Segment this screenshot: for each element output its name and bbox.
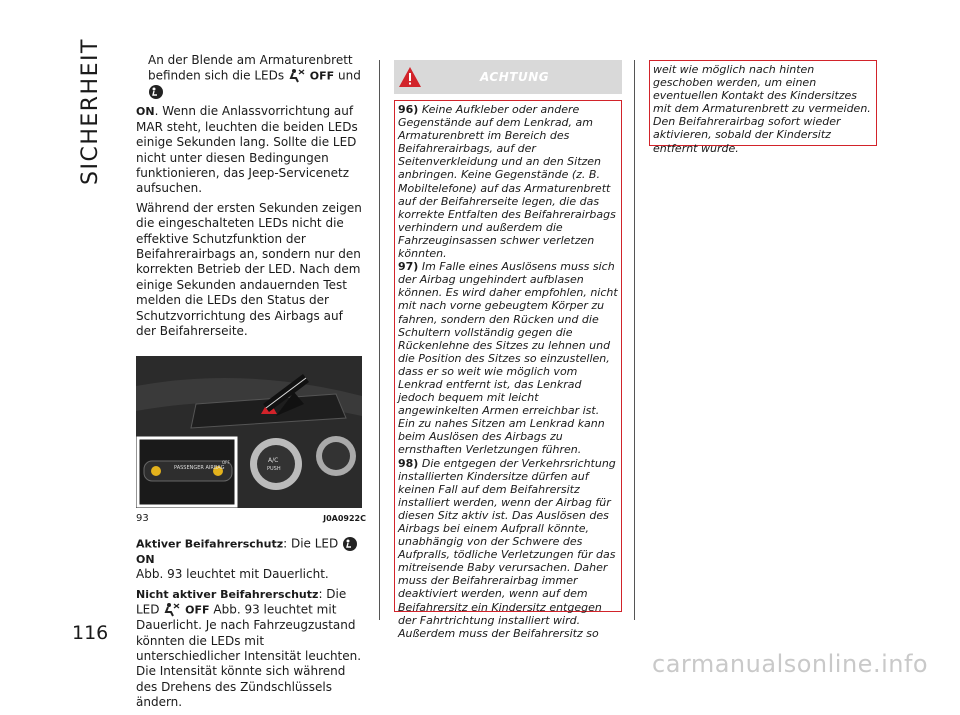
watermark: carmanualsonline.info xyxy=(652,650,929,678)
paragraph-active-protection: Aktiver Beifahrerschutz: Die LED ON Abb. 93 leuchtet mit Dauerlicht. xyxy=(136,536,366,583)
warning-header xyxy=(394,60,622,94)
column-divider xyxy=(379,60,380,620)
warning-item-96: 96) Keine Aufkleber oder andere Gegenstände auf dem Lenkrad, am Armaturenbrett im Bereich des Beifahrerairbags, auf der Seitenverkleidung und an den Sitzen anbringen. Keine Gegenstände (z. B. Mobiltelefone) auf das Armaturenbrett auf der Beifahrerseite legen, die das korrekte Entfalten des Beifahrerairbags verhindern und außerdem die Fahrzeuginsassen schwer verletzen könnten. xyxy=(398,103,616,261)
warning-box xyxy=(394,60,622,640)
figure-code: J0A0922C xyxy=(323,513,366,523)
figure-number: 93 xyxy=(136,512,149,524)
warning-continuation: weit wie möglich nach hinten geschoben werden, um einen eventuellen Kontakt des Kindersitzes mit dem Armaturenbrett zu vermeiden. Den Beifahrerairbag sofort wieder aktivieren, sobald der Kindersitz entfernt wurde. xyxy=(649,60,877,146)
page-number: 116 xyxy=(72,622,109,644)
airbag-on-icon xyxy=(342,536,358,552)
airbag-on-icon xyxy=(148,84,164,100)
airbag-off-icon xyxy=(288,68,306,84)
section-title: SICHERHEIT xyxy=(78,38,103,185)
paragraph-inactive-protection: Nicht aktiver Beifahrerschutz: Die LED OFF Abb. 93 leuchtet mit Dauerlicht. Je nach Fahrzeugzustand könnten die LEDs mit unterschiedlicher Intensität leuchten. Die Intensität könnte sich während des Drehens des Zündschlüssels ändern. xyxy=(136,586,362,710)
column-divider xyxy=(634,60,635,620)
paragraph-led-status: Während der ersten Sekunden zeigen die eingeschalteten LEDs nicht die effektive Schutzfunktion der Beifahrerairbags an, sondern nur den korrekten Betrieb der LED. Nach dem einige Sekunden andauernden Test melden die LEDs den Status der Schutzvorrichtung des Airbags auf der Beifahrerseite. xyxy=(136,200,362,339)
photo-push-label: PUSH xyxy=(267,465,281,472)
figure-93-photo xyxy=(136,356,362,508)
warning-item-98: 98) Die entgegen der Verkehrsrichtung installierten Kindersitze dürfen auf keinen Fall auf dem Beifahrersitz installiert werden, wenn der Airbag für diesen Sitz aktiv ist. Das Auslösen des Airbags bei einem Aufprall könnte, unabhängig von der Schwere des Aufpralls, tödliche Verletzungen für das mitreisende Baby verursachen. Daher muss der Beifahrerairbag immer deaktiviert werden, wenn auf dem Beifahrersitz ein Kindersitz entgegen der Fahrtrichtung installiert wird. Außerdem muss der Beifahrersitz so xyxy=(398,456,616,640)
photo-passenger-label: PASSENGER AIRBAG xyxy=(174,464,225,471)
paragraph-led-check: ON. Wenn die Anlassvorrichtung auf MAR steht, leuchten die beiden LEDs einige Sekunden lang. Sollte die LED nicht unter diesen Bedingungen funktionieren, das Jeep-Servicenetz aufsuchen. xyxy=(136,104,358,196)
warning-title: ACHTUNG xyxy=(480,70,550,84)
photo-ac-label: A/C xyxy=(268,456,279,464)
dashboard-photo xyxy=(136,356,362,508)
main-text-column xyxy=(136,53,366,715)
warning-triangle-icon xyxy=(398,66,422,88)
figure-caption xyxy=(136,511,366,526)
airbag-off-icon xyxy=(163,602,181,618)
warning-item-97: 97) Im Falle eines Auslösens muss sich der Airbag ungehindert aufblasen können. Es wird daher empfohlen, nicht mit nach vorne gebeugtem Körper zu fahren, sondern den Rücken und die Schultern vollständig gegen die Rückenlehne des Sitzes zu lehnen und die Position des Sitzes so einzustellen, dass er so weit wie möglich vom Lenkrad entfernt ist, das Lenkrad jedoch bequem mit leicht angewinkelten Armen erreichbar ist. Ein zu nahes Sitzen am Lenkrad kann beim Auslösen des Airbags zu ernsthaften Verletzungen führen. xyxy=(398,260,618,457)
section-title-vertical xyxy=(78,38,104,185)
photo-off-label: OFF xyxy=(222,459,230,465)
paragraph-led-intro: An der Blende am Armaturenbrett befinden sich die LEDs OFF und xyxy=(136,53,366,100)
warning-body xyxy=(394,100,622,640)
